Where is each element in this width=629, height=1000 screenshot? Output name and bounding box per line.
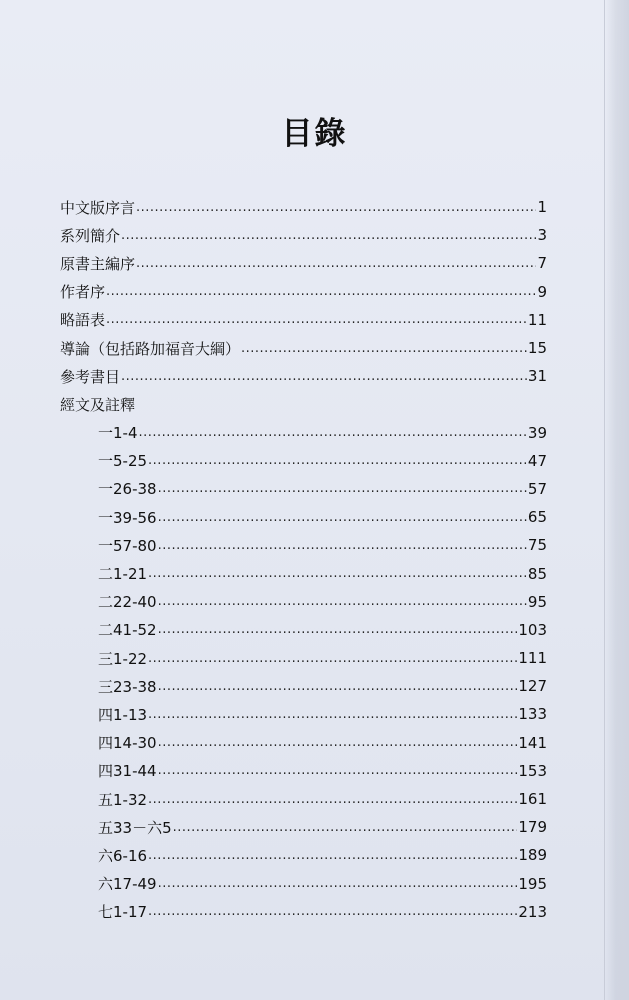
- toc-leader-dots: [148, 708, 517, 721]
- toc-section-heading: [60, 390, 547, 418]
- toc-subentry: [60, 447, 547, 475]
- toc-entry-page: 1: [537, 198, 547, 217]
- toc-subentry-label: 三23-38: [98, 677, 157, 696]
- toc-subentry-label: 二41-52: [98, 621, 157, 640]
- toc-subentry-label: 二1-21: [98, 565, 148, 584]
- toc-leader-dots: [136, 257, 536, 270]
- toc-subentry: [60, 813, 547, 841]
- toc-entry-label: 略語表: [60, 311, 106, 330]
- toc-subentry-label: 一57-80: [98, 536, 157, 555]
- toc-leader-dots: [106, 285, 536, 298]
- toc-subentry: [60, 757, 547, 785]
- toc-leader-dots: [158, 623, 518, 636]
- toc-subentry-label: 一5-25: [98, 452, 148, 471]
- toc-leader-dots: [158, 539, 527, 552]
- toc-subentry-label: 五1-32: [98, 790, 148, 809]
- toc-subentry: [60, 898, 547, 926]
- table-of-contents: [60, 193, 547, 926]
- toc-subentry-page: 57: [527, 479, 547, 498]
- toc-leader-dots: [158, 736, 518, 749]
- toc-subentry-label: 二22-40: [98, 593, 157, 612]
- toc-entry-label: 系列簡介: [60, 226, 121, 245]
- toc-subentry-page: 39: [527, 423, 547, 442]
- toc-leader-dots: [139, 426, 527, 439]
- toc-subentry-page: 75: [527, 536, 547, 555]
- toc-entry: [60, 249, 547, 277]
- toc-entry: [60, 221, 547, 249]
- toc-leader-dots: [121, 229, 536, 242]
- toc-subentry-label: 四31-44: [98, 762, 157, 781]
- toc-leader-dots: [148, 793, 517, 806]
- toc-subentry-label: 一39-56: [98, 508, 157, 527]
- toc-entry-label: 參考書目: [60, 367, 121, 386]
- toc-subentry: [60, 559, 547, 587]
- toc-entry-page: 11: [527, 310, 547, 329]
- toc-subentry-page: 111: [518, 649, 547, 668]
- toc-leader-dots: [173, 821, 518, 834]
- toc-entry-label: 作者序: [60, 283, 106, 302]
- toc-subentry-label: 一1-4: [98, 424, 138, 443]
- toc-subentry-page: 127: [518, 677, 547, 696]
- toc-subentry-page: 133: [518, 705, 547, 724]
- toc-leader-dots: [158, 764, 518, 777]
- toc-subentry-label: 六6-16: [98, 846, 148, 865]
- toc-subentry-label: 一26-38: [98, 480, 157, 499]
- toc-leader-dots: [148, 905, 517, 918]
- toc-subentry: [60, 785, 547, 813]
- toc-subentry: [60, 588, 547, 616]
- toc-subentry-page: 213: [518, 902, 547, 921]
- toc-subentry: [60, 870, 547, 898]
- toc-entry-label: 中文版序言: [60, 198, 136, 217]
- toc-subentry-page: 189: [518, 846, 547, 865]
- toc-subentry-label: 六17-49: [98, 875, 157, 894]
- toc-leader-dots: [158, 680, 518, 693]
- toc-subentry: [60, 672, 547, 700]
- toc-leader-dots: [106, 313, 527, 326]
- page-title: 目錄: [281, 116, 348, 152]
- toc-subentry: [60, 616, 547, 644]
- toc-leader-dots: [241, 342, 527, 355]
- toc-entry-page: 3: [537, 226, 547, 245]
- toc-leader-dots: [158, 482, 527, 495]
- toc-subentry-label: 四14-30: [98, 734, 157, 753]
- toc-subentry-page: 141: [518, 733, 547, 752]
- toc-entry-label: 導論（包括路加福音大綱）: [60, 339, 241, 358]
- toc-entry: [60, 334, 547, 362]
- toc-entry-page: 9: [537, 282, 547, 301]
- toc-leader-dots: [158, 595, 527, 608]
- toc-subentry-page: 153: [518, 761, 547, 780]
- toc-subentry: [60, 419, 547, 447]
- toc-entry: [60, 362, 547, 390]
- toc-subentry-page: 65: [527, 508, 547, 527]
- toc-subentry-page: 95: [527, 592, 547, 611]
- toc-subentry: [60, 841, 547, 869]
- toc-leader-dots: [158, 877, 518, 890]
- toc-leader-dots: [148, 454, 527, 467]
- toc-leader-dots: [148, 849, 517, 862]
- toc-subentry-label: 五33－六5: [98, 818, 172, 837]
- toc-subentry-page: 161: [518, 790, 547, 809]
- toc-subentry-page: 85: [527, 564, 547, 583]
- toc-subentry: [60, 531, 547, 559]
- toc-subentry-label: 三1-22: [98, 649, 148, 668]
- toc-subentry-page: 179: [518, 818, 547, 837]
- toc-subentry-page: 47: [527, 451, 547, 470]
- toc-entry-page: 7: [537, 254, 547, 273]
- toc-leader-dots: [148, 652, 517, 665]
- toc-entry-page: 15: [527, 339, 547, 358]
- toc-entry: [60, 306, 547, 334]
- toc-subentry: [60, 729, 547, 757]
- toc-subentry: [60, 503, 547, 531]
- toc-entry-label: 原書主編序: [60, 254, 136, 273]
- toc-subentry-page: 103: [518, 620, 547, 639]
- toc-entry: [60, 193, 547, 221]
- toc-subentry: [60, 700, 547, 728]
- toc-subentry: [60, 644, 547, 672]
- toc-section-label: 經文及註釋: [60, 395, 136, 414]
- toc-entry: [60, 278, 547, 306]
- toc-subentry-label: 四1-13: [98, 705, 148, 724]
- toc-leader-dots: [136, 201, 536, 214]
- toc-leader-dots: [148, 567, 527, 580]
- toc-leader-dots: [121, 370, 527, 383]
- toc-subentry: [60, 475, 547, 503]
- toc-leader-dots: [158, 511, 527, 524]
- toc-subentry-label: 七1-17: [98, 903, 148, 922]
- toc-subentry-page: 195: [518, 874, 547, 893]
- toc-entry-page: 31: [527, 367, 547, 386]
